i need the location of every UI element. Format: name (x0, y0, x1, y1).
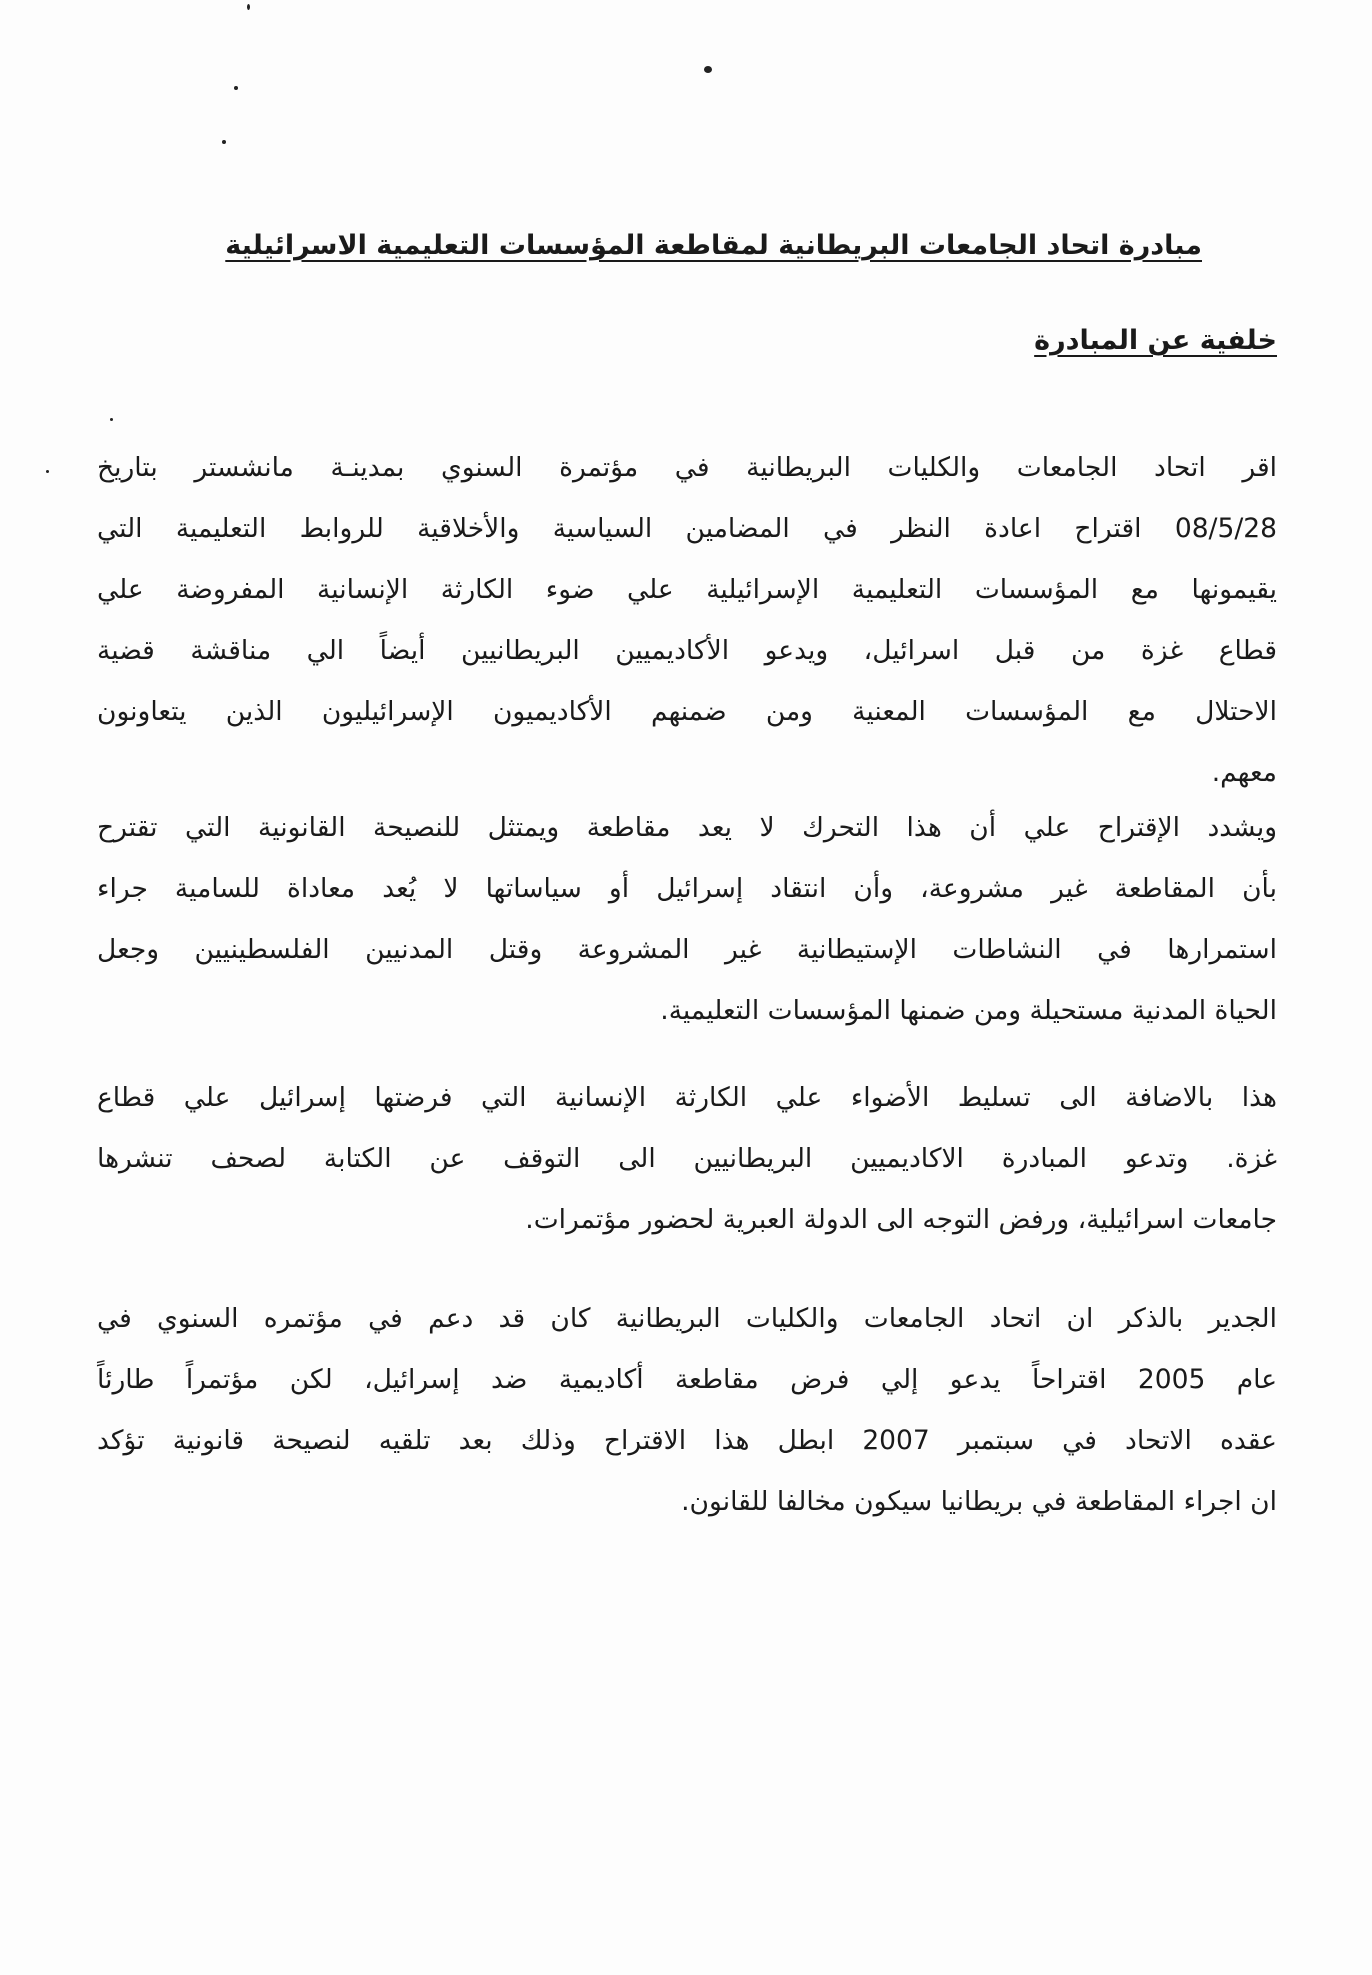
paragraph-line: الجدير بالذكر ان اتحاد الجامعات والكليات البريطانية كان قد دعم في مؤتمره السنوي في (97, 1303, 1277, 1334)
scan-speck (247, 4, 250, 10)
paragraph-line: الاحتلال مع المؤسسات المعنية ومن ضمنهم الأكاديميون الإسرائيليون الذين يتعاونون (97, 696, 1277, 727)
paragraph-line: 08/5/28 اقتراح اعادة النظر في المضامين السياسية والأخلاقية للروابط التعليمية التي (97, 513, 1277, 544)
paragraph-line: معهم. (1211, 757, 1277, 788)
paragraph-line: بأن المقاطعة غير مشروعة، وأن انتقاد إسرائيل أو سياساتها لا يُعد معاداة للسامية جراء (97, 873, 1277, 904)
document-title: مبادرة اتحاد الجامعات البريطانية لمقاطعة المؤسسات التعليمية الاسرائيلية (225, 230, 1202, 261)
section-heading: خلفية عن المبادرة (1034, 325, 1277, 356)
paragraph-line: غزة. وتدعو المبادرة الاكاديميين البريطانيين الى التوقف عن الكتابة لصحف تنشرها (97, 1143, 1277, 1174)
paragraph-gaza-call (97, 1067, 1277, 1250)
paragraph-history (97, 1288, 1277, 1532)
paragraph-resolution (97, 437, 1277, 803)
paragraph-line: استمرارها في النشاطات الإستيطانية غير المشروعة وقتل المدنيين الفلسطينيين وجعل (97, 934, 1277, 965)
paragraph-legal-advice (97, 797, 1277, 1041)
paragraph-line: قطاع غزة من قبل اسرائيل، ويدعو الأكاديميين البريطانيين أيضاً الي مناقشة قضية (97, 635, 1277, 666)
paragraph-line: عقده الاتحاد في سبتمبر 2007 ابطل هذا الاقتراح وذلك بعد تلقيه لنصيحة قانونية تؤكد (97, 1425, 1277, 1456)
scan-speck (110, 418, 113, 421)
scan-speck (234, 86, 238, 90)
paragraph-line: اقر اتحاد الجامعات والكليات البريطانية في مؤتمرة السنوي بمدينـة مانشستر بتاريخ (97, 452, 1277, 483)
scan-speck (704, 66, 712, 73)
paragraph-line: عام 2005 اقتراحاً يدعو إلي فرض مقاطعة أكاديمية ضد إسرائيل، لكن مؤتمراً طارئاً (97, 1364, 1278, 1395)
paragraph-line: جامعات اسرائيلية، ورفض التوجه الى الدولة العبرية لحضور مؤتمرات. (525, 1204, 1277, 1235)
scan-speck (46, 470, 49, 473)
paragraph-line: يقيمونها مع المؤسسات التعليمية الإسرائيلية علي ضوء الكارثة الإنسانية المفروضة علي (97, 574, 1277, 605)
paragraph-line: ويشدد الإقتراح علي أن هذا التحرك لا يعد مقاطعة ويمتثل للنصيحة القانونية التي تقترح (97, 812, 1277, 843)
paragraph-line: ان اجراء المقاطعة في بريطانيا سيكون مخالفا للقانون. (681, 1486, 1277, 1517)
scan-speck (222, 140, 226, 144)
paragraph-line: الحياة المدنية مستحيلة ومن ضمنها المؤسسات التعليمية. (660, 995, 1277, 1026)
paragraph-line: هذا بالاضافة الى تسليط الأضواء علي الكارثة الإنسانية التي فرضتها إسرائيل علي قطاع (97, 1082, 1277, 1113)
